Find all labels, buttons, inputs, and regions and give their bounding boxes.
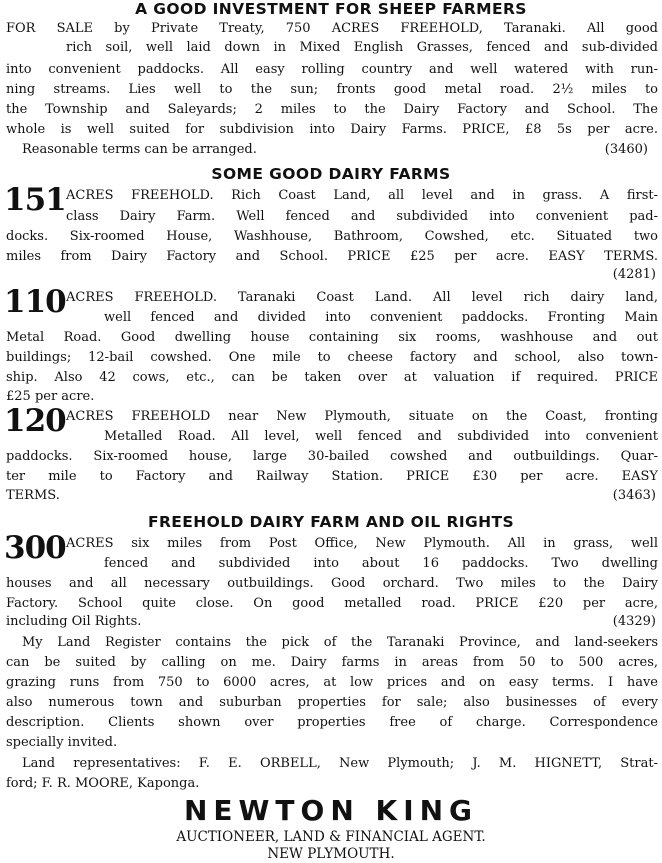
listing-ref: (3463) [612,488,656,503]
listing-ref: (4281) [612,267,656,282]
listing-line: ACRES FREEHOLD near New Plymouth, situate on the Coast, fronting [66,409,658,424]
advertiser-place: NEW PLYMOUTH. [267,846,395,862]
register-line: specially invited. [6,735,118,750]
listing-line: fenced and subdivided into about 16 paddocks. Two dwelling [104,556,658,571]
listing-line: Metal Road. Good dwelling house containing six rooms, washhouse and out [6,330,658,345]
sheep-heading: A GOOD INVESTMENT FOR SHEEP FARMERS [135,0,527,18]
register-line: description. Clients shown over properties free of charge. Correspondence [6,715,658,730]
oil-heading: FREEHOLD DAIRY FARM AND OIL RIGHTS [147,513,515,531]
listing-line: docks. Six-roomed House, Washhouse, Bathroom, Cowshed, etc. Situated two [6,229,658,244]
sheep-line: FOR SALE by Private Treaty, 750 ACRES FREEHOLD, Taranaki. All good [6,21,658,36]
representatives-line: Land representatives: F. E. ORBELL, New Plymouth; J. M. HIGNETT, Strat- [22,756,658,771]
register-line: also numerous town and suburban properties for sale; also businesses of every [6,695,658,710]
listing-line: TERMS. [6,488,60,503]
dairy-heading: SOME GOOD DAIRY FARMS [211,165,451,183]
listing-line: ACRES FREEHOLD. Rich Coast Land, all level and in grass. A first- [66,188,658,203]
advertiser-title: AUCTIONEER, LAND & FINANCIAL AGENT. [176,829,486,845]
sheep-line: whole is well suited for subdivision into Dairy Farms. PRICE, £8 5s per acre. [6,122,658,137]
register-line: My Land Register contains the pick of the Taranaki Province, and land-seekers [22,635,658,650]
listing-line: well fenced and divided into convenient paddocks. Fronting Main [104,310,658,325]
sheep-line: the Township and Saleyards; 2 miles to the Dairy Factory and School. The [6,102,658,117]
advertiser-name: NEWTON KING [183,794,479,827]
listing-line: paddocks. Six-roomed house, large 30-bailed cowshed and outbuildings. Quar- [6,449,658,464]
listing-line: ter mile to Factory and Railway Station. PRICE £30 per acre. EASY [6,469,658,484]
listing-line: Factory. School quite close. On good metalled road. PRICE £20 per acre, [6,596,658,611]
listing-line: Metalled Road. All level, well fenced and subdivided into convenient [104,429,658,444]
sheep-line: into convenient paddocks. All easy rolling country and well watered with run- [6,62,658,77]
representatives-line: ford; F. R. MOORE, Kaponga. [6,776,200,791]
sheep-line: Reasonable terms can be arranged. [22,142,257,157]
listing-line: class Dairy Farm. Well fenced and subdivided into convenient pad- [66,209,658,224]
listing-number: 110 [4,284,66,320]
listing-ref: (4329) [612,614,656,629]
listing-number: 151 [4,182,66,218]
listing-line: houses and all necessary outbuildings. Good orchard. Two miles to the Dairy [6,576,658,591]
sheep-ref: (3460) [604,142,648,157]
sheep-line: rich soil, well laid down in Mixed English Grasses, fenced and sub-divided [66,40,658,55]
listing-line: ship. Also 42 cows, etc., can be taken over at valuation if required. PRICE [6,370,658,385]
listing-line: £25 per acre. [6,389,95,404]
register-line: grazing runs from 750 to 6000 acres, at low prices and on easy terms. I have [6,675,658,690]
listing-number: 120 [4,403,66,439]
listing-line: ACRES six miles from Post Office, New Plymouth. All in grass, well [66,536,658,551]
listing-line: buildings; 12-bail cowshed. One mile to cheese factory and school, also town- [6,350,658,365]
register-line: can be suited by calling on me. Dairy farms in areas from 50 to 500 acres, [6,655,658,670]
listing-line: ACRES FREEHOLD. Taranaki Coast Land. All level rich dairy land, [66,290,658,305]
listing-line: miles from Dairy Factory and School. PRICE £25 per acre. EASY TERMS. [6,249,658,264]
listing-line: including Oil Rights. [6,614,142,629]
listing-number: 300 [4,530,66,566]
sheep-line: ning streams. Lies well to the sun; fronts good metal road. 2½ miles to [6,82,658,97]
